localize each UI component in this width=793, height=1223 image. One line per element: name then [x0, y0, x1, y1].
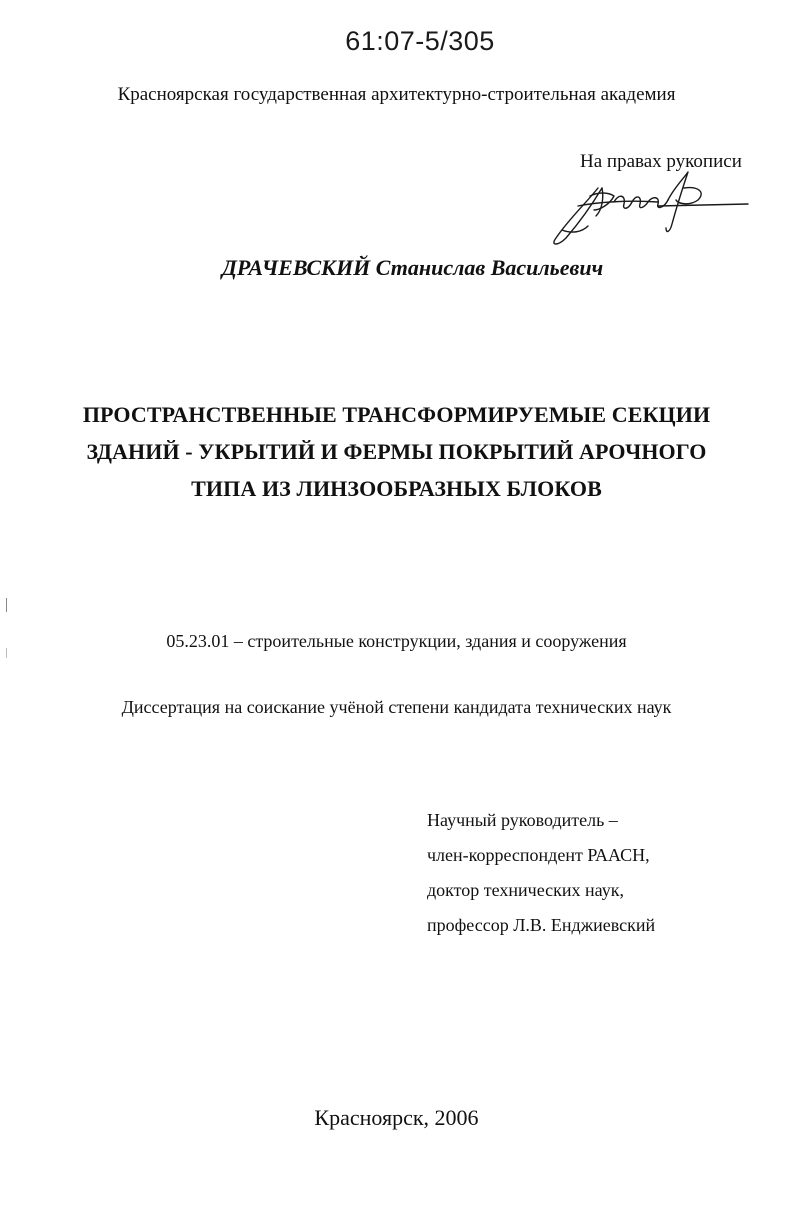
supervisor-line: профессор Л.В. Енджиевский — [427, 915, 656, 935]
scan-edge-mark — [6, 598, 7, 612]
supervisor-block — [427, 803, 655, 943]
scan-edge-mark — [6, 648, 7, 658]
supervisor-line: член-корреспондент РААСН, — [427, 845, 650, 865]
specialty-code: 05.23.01 – строительные конструкции, здания и сооружения — [166, 631, 627, 651]
institution-name: Красноярская государственная архитектурно-строительная академия — [117, 84, 676, 105]
handwritten-signature — [538, 158, 758, 253]
place-and-year: Красноярск, 2006 — [314, 1105, 479, 1130]
author-name: ДРАЧЕВСКИЙ Станислав Васильевич — [221, 255, 604, 280]
catalog-code: 61:07-5/305 — [345, 26, 495, 56]
degree-statement: Диссертация на соискание учёной степени кандидата технических наук — [121, 697, 672, 717]
supervisor-line: доктор технических наук, — [427, 880, 624, 900]
title-line: ПРОСТРАНСТВЕННЫЕ ТРАНСФОРМИРУЕМЫЕ СЕКЦИИ — [82, 402, 711, 427]
title-line: ТИПА ИЗ ЛИНЗООБРАЗНЫХ БЛОКОВ — [191, 476, 602, 501]
dissertation-title — [0, 396, 793, 507]
rights-note: На правах рукописи — [580, 151, 742, 172]
supervisor-line: Научный руководитель – — [427, 810, 618, 830]
title-line: ЗДАНИЙ - УКРЫТИЙ И ФЕРМЫ ПОКРЫТИЙ АРОЧНОГО — [86, 439, 707, 464]
